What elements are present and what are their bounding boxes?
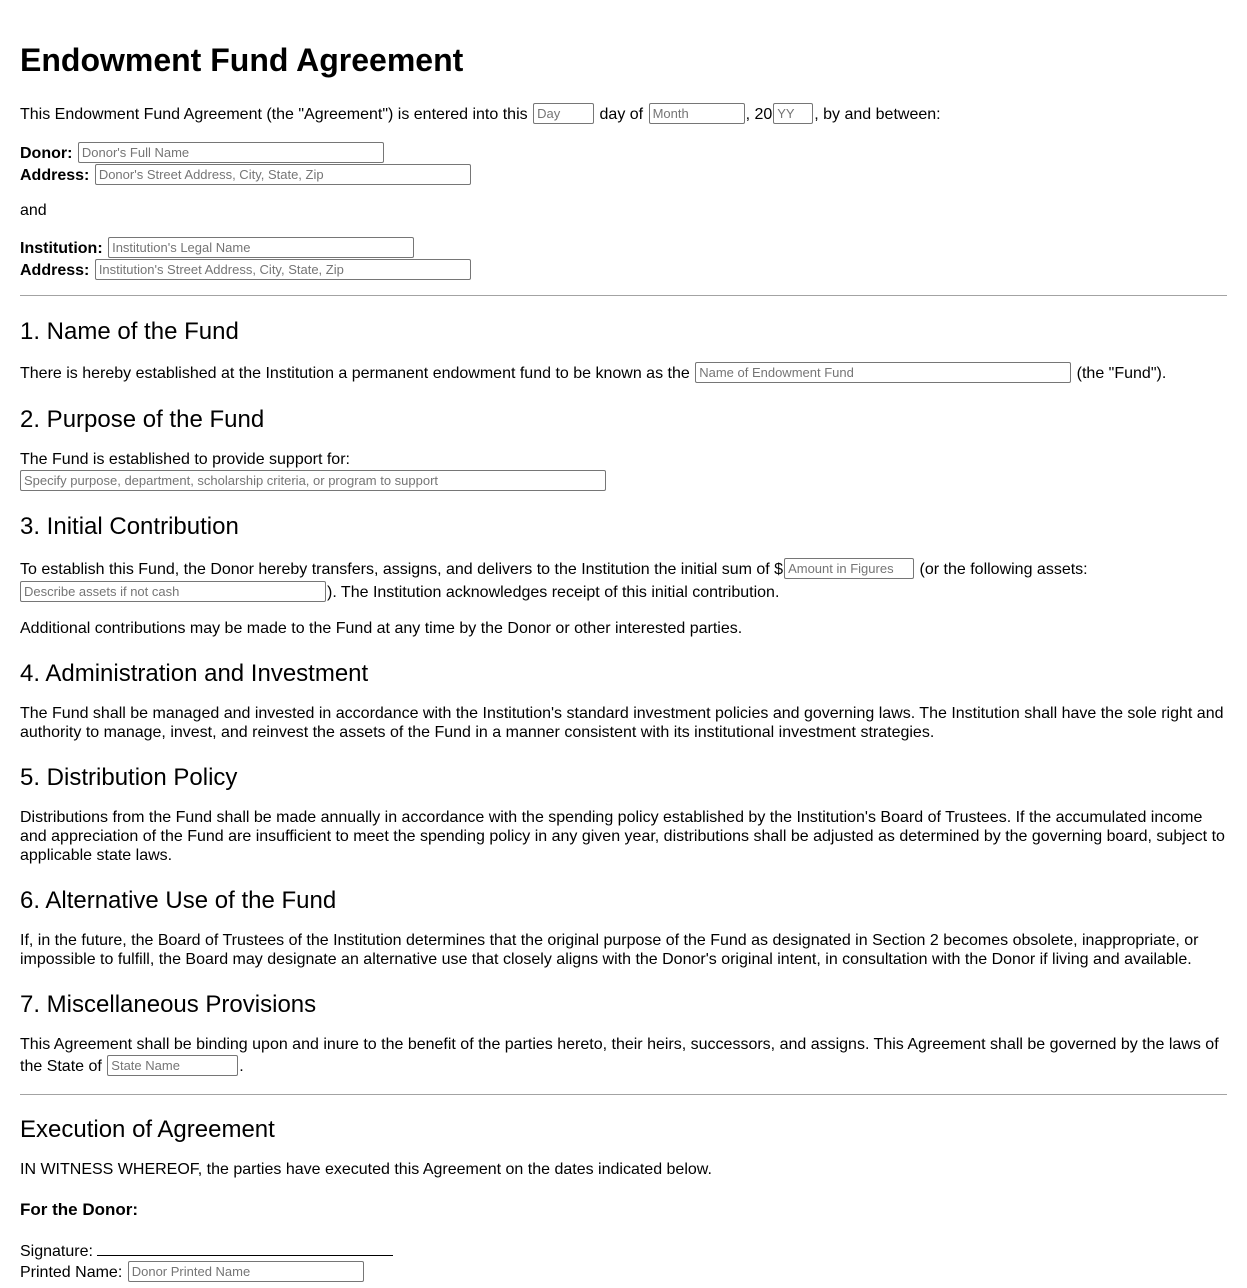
donor-printed-name-row: [20, 1261, 1227, 1280]
section-3-text: To establish this Fund, the Donor hereby transfers, assigns, and delivers to the Institution the initial sum of $: [20, 561, 784, 578]
for-donor-heading: For the Donor:: [20, 1200, 139, 1219]
purpose-field[interactable]: [20, 470, 606, 491]
section-3-paragraph: [20, 558, 1227, 604]
institution-address-label: Address:: [20, 262, 90, 279]
witness-text: IN WITNESS WHEREOF, the parties have executed this Agreement on the dates indicated below.: [20, 1161, 712, 1178]
donor-address-row: [20, 164, 1227, 186]
section-1-paragraph: [20, 362, 1227, 383]
amount-placeholder: Amount in Figures: [788, 561, 894, 576]
intro-year-prefix: , 20: [745, 106, 773, 123]
purpose-row: [20, 470, 1227, 491]
day-placeholder: Day: [537, 106, 561, 121]
assets-field[interactable]: [20, 581, 326, 602]
month-field[interactable]: [649, 103, 745, 124]
institution-name-field[interactable]: [108, 237, 414, 258]
assets-placeholder: Describe assets if not cash: [24, 584, 180, 599]
institution-block: [20, 237, 1227, 281]
intro-suffix: , by and between:: [814, 106, 941, 123]
institution-address-field[interactable]: [95, 259, 471, 280]
signature-line[interactable]: [97, 1240, 393, 1256]
donor-address-placeholder: Donor's Street Address, City, State, Zip: [98, 167, 324, 182]
month-placeholder: Month: [652, 106, 689, 121]
purpose-placeholder: Specify purpose, department, scholarship criteria, or program to support: [24, 473, 439, 488]
donor-signature-row: [20, 1240, 1227, 1261]
page-title: Endowment Fund Agreement: [20, 42, 464, 78]
donor-label: Donor:: [20, 145, 73, 162]
divider: [20, 1094, 1227, 1095]
amount-field[interactable]: [784, 558, 914, 579]
institution-label: Institution:: [20, 240, 103, 257]
year-placeholder: YY: [777, 106, 795, 121]
section-7-paragraph: [20, 1035, 1227, 1077]
institution-address-row: [20, 259, 1227, 281]
section-2-text: The Fund is established to provide support for:: [20, 451, 350, 468]
section-1-heading: 1. Name of the Fund: [20, 318, 239, 345]
section-7-text-after: .: [239, 1058, 244, 1075]
section-7-heading: 7. Miscellaneous Provisions: [20, 991, 317, 1018]
printed-name-placeholder: Donor Printed Name: [131, 1264, 251, 1279]
section-5-heading: 5. Distribution Policy: [20, 764, 238, 791]
section-3-heading: 3. Initial Contribution: [20, 513, 239, 540]
printed-name-label: Printed Name:: [20, 1264, 123, 1281]
section-3-text-after: ). The Institution acknowledges receipt of this initial contribution.: [327, 584, 780, 601]
year-field[interactable]: [773, 103, 813, 124]
donor-address-label: Address:: [20, 167, 90, 184]
donor-row: [20, 142, 1227, 164]
fund-name-field[interactable]: [695, 362, 1071, 383]
divider: [20, 295, 1227, 296]
donor-name-placeholder: Donor's Full Name: [81, 145, 190, 160]
state-field[interactable]: [107, 1055, 238, 1076]
institution-name-placeholder: Institution's Legal Name: [112, 240, 251, 255]
state-placeholder: State Name: [111, 1058, 180, 1073]
institution-row: [20, 237, 1227, 259]
section-1-text: There is hereby established at the Institution a permanent endowment fund to be known as the: [20, 365, 690, 382]
execution-heading: Execution of Agreement: [20, 1116, 275, 1143]
section-6-text: If, in the future, the Board of Trustees of the Institution determines that the original purpose of the Fund as designated in Section 2 becomes obsolete, inappropriate, or impossible to fulfill, the Board may designate an alternative use that closely aligns with the Donor's original intent, in consultation with the Donor if living and available.: [20, 932, 1199, 968]
section-3-text-mid: (or the following assets:: [919, 561, 1088, 578]
section-3-additional: Additional contributions may be made to the Fund at any time by the Donor or other interested parties.: [20, 620, 743, 637]
donor-address-field[interactable]: [95, 164, 471, 185]
institution-address-placeholder: Institution's Street Address, City, State, Zip: [98, 262, 344, 277]
section-7-text: This Agreement shall be binding upon and inure to the benefit of the parties hereto, their heirs, successors, and assigns. This Agreement shall be governed by the laws of the State of: [20, 1036, 1219, 1075]
donor-name-field[interactable]: [78, 142, 384, 163]
section-5-text: Distributions from the Fund shall be made annually in accordance with the spending policy established by the Institution's Board of Trustees. If the accumulated income and appreciation of the Fund are insufficient to meet the spending policy in any given year, distributions shall be adjusted as determined by the governing board, subject to applicable state laws.: [20, 809, 1225, 864]
printed-name-field[interactable]: [128, 1261, 364, 1282]
intro-day-of: day of: [599, 106, 644, 123]
section-4-heading: 4. Administration and Investment: [20, 660, 369, 687]
section-2-heading: 2. Purpose of the Fund: [20, 406, 265, 433]
intro-prefix: This Endowment Fund Agreement (the "Agreement") is entered into this: [20, 106, 528, 123]
day-field[interactable]: [533, 103, 594, 124]
section-4-text: The Fund shall be managed and invested in accordance with the Institution's standard investment policies and governing laws. The Institution shall have the sole right and authority to manage, invest, and reinvest the assets of the Fund in a manner consistent with its institutional investment strategies.: [20, 705, 1224, 741]
section-1-text-after: (the "Fund").: [1076, 365, 1167, 382]
and-text: and: [20, 202, 47, 219]
fund-name-placeholder: Name of Endowment Fund: [699, 365, 854, 380]
signature-label: Signature:: [20, 1243, 93, 1260]
intro-paragraph: [20, 103, 1227, 124]
section-6-heading: 6. Alternative Use of the Fund: [20, 887, 337, 914]
donor-block: [20, 142, 1227, 186]
